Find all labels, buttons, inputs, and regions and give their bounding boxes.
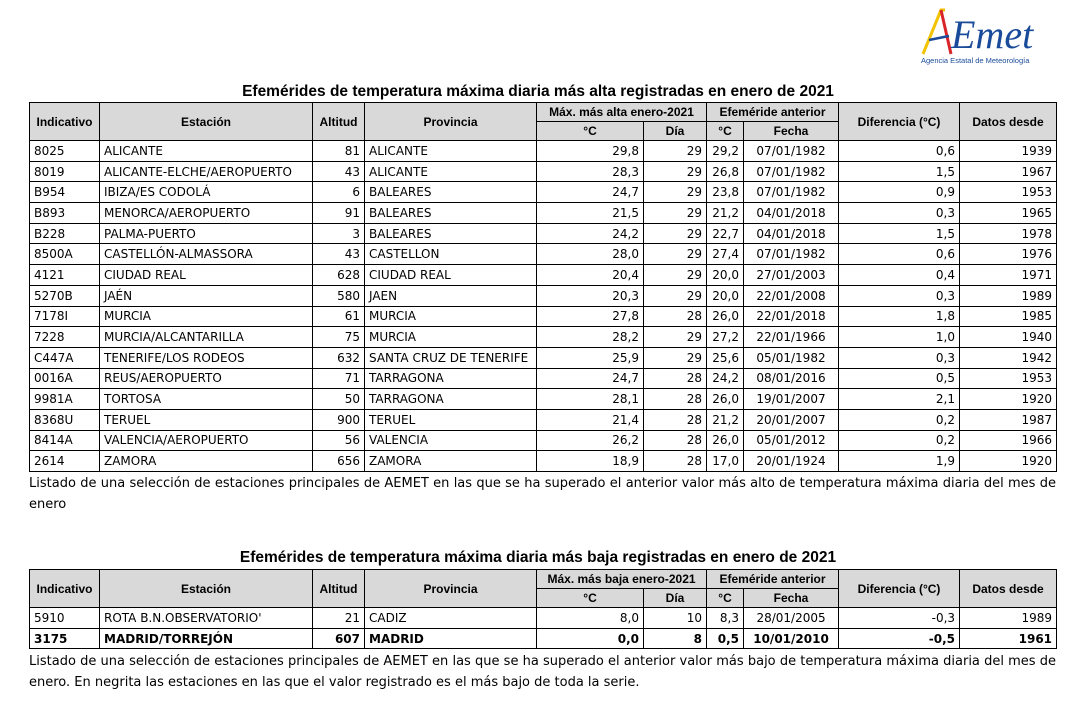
cell-indicativo: 8025 [30,141,100,162]
cell-fecha: 19/01/2007 [744,389,839,410]
cell-estacion: MADRID/TORREJÓN [100,628,313,649]
cell-dia: 29 [644,327,707,348]
cell-diferencia: 1,0 [839,327,960,348]
col-group-efemeride: Efeméride anterior [707,570,839,589]
table-row [30,389,1057,410]
cell-altitud: 900 [313,409,365,430]
cell-diferencia: 0,2 [839,430,960,451]
col-grados: °C [537,589,644,608]
cell-fecha: 27/01/2003 [744,265,839,286]
cell-fecha: 20/01/2007 [744,409,839,430]
cell-temp: 29,8 [537,141,644,162]
col-dia: Día [644,122,707,141]
cell-indicativo: C447A [30,347,100,368]
cell-indicativo: B954 [30,182,100,203]
cell-altitud: 50 [313,389,365,410]
table-row [30,161,1057,182]
cell-temp-anterior: 17,0 [707,451,744,472]
cell-diferencia: 0,6 [839,141,960,162]
cell-altitud: 56 [313,430,365,451]
table-low [29,569,1057,649]
cell-temp: 25,9 [537,347,644,368]
cell-provincia: CADIZ [365,608,537,629]
col-datos-desde: Datos desde [960,570,1057,608]
cell-indicativo: 2614 [30,451,100,472]
cell-estacion: MURCIA/ALCANTARILLA [100,327,313,348]
cell-indicativo: 3175 [30,628,100,649]
cell-provincia: MADRID [365,628,537,649]
cell-altitud: 91 [313,203,365,224]
cell-temp-anterior: 8,3 [707,608,744,629]
cell-temp: 21,5 [537,203,644,224]
table-row [30,265,1057,286]
cell-temp-anterior: 26,0 [707,430,744,451]
cell-dia: 29 [644,223,707,244]
cell-diferencia: 0,6 [839,244,960,265]
table-row [30,368,1057,389]
col-estacion: Estación [100,570,313,608]
cell-provincia: TARRAGONA [365,389,537,410]
cell-indicativo: 7178I [30,306,100,327]
table-row [30,285,1057,306]
cell-indicativo: 5270B [30,285,100,306]
cell-altitud: 607 [313,628,365,649]
table-low-body [30,608,1057,649]
cell-datos-desde: 1978 [960,223,1057,244]
cell-diferencia: 0,5 [839,368,960,389]
cell-indicativo: B228 [30,223,100,244]
cell-diferencia: -0,5 [839,628,960,649]
cell-dia: 10 [644,608,707,629]
cell-datos-desde: 1965 [960,203,1057,224]
cell-dia: 29 [644,161,707,182]
cell-estacion: CIUDAD REAL [100,265,313,286]
cell-estacion: MENORCA/AEROPUERTO [100,203,313,224]
table-row [30,409,1057,430]
col-fecha: Fecha [744,122,839,141]
cell-provincia: BALEARES [365,203,537,224]
cell-datos-desde: 1940 [960,327,1057,348]
cell-temp: 24,7 [537,182,644,203]
cell-datos-desde: 1942 [960,347,1057,368]
cell-diferencia: 1,5 [839,223,960,244]
table-row [30,141,1057,162]
col-dia: Día [644,589,707,608]
cell-temp-anterior: 29,2 [707,141,744,162]
cell-datos-desde: 1961 [960,628,1057,649]
cell-dia: 28 [644,409,707,430]
table-low-note: Listado de una selección de estaciones principales de AEMET en las que se ha superado el anterior valor más bajo de temperatura máxima diaria del mes de enero. En negrita las estaciones en las que el valor registrado es el más bajo de toda la serie. [29,654,1056,690]
cell-temp: 28,2 [537,327,644,348]
cell-diferencia: -0,3 [839,608,960,629]
cell-datos-desde: 1967 [960,161,1057,182]
cell-fecha: 05/01/2012 [744,430,839,451]
cell-dia: 28 [644,306,707,327]
cell-indicativo: 7228 [30,327,100,348]
table-high-note: Listado de una selección de estaciones principales de AEMET en las que se ha superado el anterior valor más alto de temperatura máxima diaria del mes de enero [29,476,1056,512]
cell-dia: 28 [644,389,707,410]
cell-fecha: 10/01/2010 [744,628,839,649]
cell-altitud: 61 [313,306,365,327]
col-grados: °C [537,122,644,141]
cell-datos-desde: 1953 [960,368,1057,389]
table-row [30,244,1057,265]
cell-temp: 28,1 [537,389,644,410]
cell-indicativo: B893 [30,203,100,224]
cell-diferencia: 1,8 [839,306,960,327]
cell-temp: 27,8 [537,306,644,327]
table-row [30,347,1057,368]
cell-fecha: 28/01/2005 [744,608,839,629]
col-grados-anterior: °C [707,589,744,608]
cell-fecha: 04/01/2018 [744,223,839,244]
cell-temp: 8,0 [537,608,644,629]
cell-temp: 20,3 [537,285,644,306]
cell-temp: 26,2 [537,430,644,451]
col-altitud: Altitud [313,570,365,608]
cell-dia: 28 [644,368,707,389]
cell-indicativo: 9981A [30,389,100,410]
cell-estacion: ALICANTE [100,141,313,162]
cell-temp-anterior: 26,0 [707,306,744,327]
cell-provincia: SANTA CRUZ DE TENERIFE [365,347,537,368]
cell-temp-anterior: 27,2 [707,327,744,348]
cell-dia: 29 [644,244,707,265]
cell-temp-anterior: 25,6 [707,347,744,368]
cell-temp: 21,4 [537,409,644,430]
cell-indicativo: 8019 [30,161,100,182]
cell-fecha: 04/01/2018 [744,203,839,224]
col-provincia: Provincia [365,570,537,608]
cell-estacion: VALENCIA/AEROPUERTO [100,430,313,451]
col-diferencia: Diferencia (°C) [839,103,960,141]
cell-fecha: 22/01/1966 [744,327,839,348]
cell-estacion: CASTELLÓN-ALMASSORA [100,244,313,265]
cell-fecha: 08/01/2016 [744,368,839,389]
cell-estacion: REUS/AEROPUERTO [100,368,313,389]
col-provincia: Provincia [365,103,537,141]
table-high-title: Efemérides de temperatura máxima diaria más alta registradas en enero de 2021 [242,83,834,100]
svg-text:Emet: Emet [951,12,1034,57]
cell-temp-anterior: 27,4 [707,244,744,265]
cell-fecha: 07/01/1982 [744,141,839,162]
cell-datos-desde: 1989 [960,608,1057,629]
table-high [29,102,1057,472]
col-diferencia: Diferencia (°C) [839,570,960,608]
col-grados-anterior: °C [707,122,744,141]
cell-temp: 28,3 [537,161,644,182]
cell-estacion: TENERIFE/LOS RODEOS [100,347,313,368]
col-estacion: Estación [100,103,313,141]
cell-datos-desde: 1920 [960,451,1057,472]
cell-provincia: MURCIA [365,327,537,348]
cell-estacion: IBIZA/ES CODOLÁ [100,182,313,203]
cell-datos-desde: 1920 [960,389,1057,410]
cell-temp: 28,0 [537,244,644,265]
cell-altitud: 21 [313,608,365,629]
cell-temp-anterior: 23,8 [707,182,744,203]
cell-fecha: 05/01/1982 [744,347,839,368]
cell-temp-anterior: 20,0 [707,265,744,286]
col-group-efemeride: Efeméride anterior [707,103,839,122]
cell-datos-desde: 1939 [960,141,1057,162]
cell-fecha: 07/01/1982 [744,182,839,203]
cell-diferencia: 0,4 [839,265,960,286]
cell-dia: 29 [644,141,707,162]
table-row [30,223,1057,244]
cell-diferencia: 1,5 [839,161,960,182]
cell-datos-desde: 1966 [960,430,1057,451]
cell-diferencia: 0,9 [839,182,960,203]
cell-estacion: TORTOSA [100,389,313,410]
cell-provincia: ZAMORA [365,451,537,472]
cell-diferencia: 1,9 [839,451,960,472]
logo-subtitle: Agencia Estatal de Meteorología [921,56,1030,65]
cell-altitud: 628 [313,265,365,286]
cell-provincia: ALICANTE [365,141,537,162]
cell-altitud: 580 [313,285,365,306]
col-altitud: Altitud [313,103,365,141]
cell-altitud: 656 [313,451,365,472]
cell-temp: 18,9 [537,451,644,472]
cell-temp-anterior: 24,2 [707,368,744,389]
cell-diferencia: 0,3 [839,285,960,306]
cell-dia: 8 [644,628,707,649]
cell-temp-anterior: 26,8 [707,161,744,182]
col-fecha: Fecha [744,589,839,608]
cell-estacion: PALMA-PUERTO [100,223,313,244]
cell-temp-anterior: 20,0 [707,285,744,306]
cell-datos-desde: 1985 [960,306,1057,327]
cell-indicativo: 0016A [30,368,100,389]
cell-dia: 29 [644,203,707,224]
cell-temp: 24,7 [537,368,644,389]
table-low-title: Efemérides de temperatura máxima diaria más baja registradas en enero de 2021 [239,549,837,566]
cell-provincia: CASTELLON [365,244,537,265]
cell-temp-anterior: 0,5 [707,628,744,649]
cell-provincia: CIUDAD REAL [365,265,537,286]
cell-altitud: 81 [313,141,365,162]
cell-estacion: ROTA B.N.OBSERVATORIO' [100,608,313,629]
cell-temp-anterior: 26,0 [707,389,744,410]
cell-fecha: 07/01/1982 [744,161,839,182]
table-row [30,451,1057,472]
cell-fecha: 20/01/1924 [744,451,839,472]
cell-estacion: ALICANTE-ELCHE/AEROPUERTO [100,161,313,182]
cell-datos-desde: 1976 [960,244,1057,265]
cell-diferencia: 2,1 [839,389,960,410]
cell-estacion: ZAMORA [100,451,313,472]
cell-altitud: 632 [313,347,365,368]
cell-temp-anterior: 22,7 [707,223,744,244]
cell-altitud: 71 [313,368,365,389]
cell-fecha: 22/01/2008 [744,285,839,306]
cell-datos-desde: 1971 [960,265,1057,286]
cell-altitud: 43 [313,244,365,265]
cell-altitud: 6 [313,182,365,203]
cell-dia: 29 [644,347,707,368]
table-row [30,608,1057,629]
cell-altitud: 43 [313,161,365,182]
cell-estacion: TERUEL [100,409,313,430]
cell-dia: 29 [644,285,707,306]
cell-temp-anterior: 21,2 [707,409,744,430]
cell-fecha: 07/01/1982 [744,244,839,265]
cell-datos-desde: 1953 [960,182,1057,203]
table-row [30,430,1057,451]
cell-diferencia: 0,2 [839,409,960,430]
cell-indicativo: 5910 [30,608,100,629]
table-row [30,628,1057,649]
cell-estacion: MURCIA [100,306,313,327]
cell-provincia: BALEARES [365,182,537,203]
cell-provincia: TARRAGONA [365,368,537,389]
col-group-min: Máx. más baja enero-2021 [537,570,707,589]
table-high-body [30,141,1057,472]
cell-indicativo: 4121 [30,265,100,286]
cell-provincia: ALICANTE [365,161,537,182]
cell-dia: 28 [644,451,707,472]
cell-altitud: 75 [313,327,365,348]
cell-diferencia: 0,3 [839,203,960,224]
table-row [30,327,1057,348]
cell-diferencia: 0,3 [839,347,960,368]
cell-temp: 0,0 [537,628,644,649]
cell-provincia: JAEN [365,285,537,306]
col-group-max: Máx. más alta enero-2021 [537,103,707,122]
cell-dia: 29 [644,182,707,203]
cell-datos-desde: 1987 [960,409,1057,430]
cell-indicativo: 8500A [30,244,100,265]
cell-temp-anterior: 21,2 [707,203,744,224]
cell-dia: 29 [644,265,707,286]
cell-provincia: VALENCIA [365,430,537,451]
cell-estacion: JAÉN [100,285,313,306]
col-datos-desde: Datos desde [960,103,1057,141]
cell-indicativo: 8368U [30,409,100,430]
col-indicativo: Indicativo [30,103,100,141]
cell-provincia: TERUEL [365,409,537,430]
cell-temp: 20,4 [537,265,644,286]
cell-temp: 24,2 [537,223,644,244]
cell-altitud: 3 [313,223,365,244]
cell-indicativo: 8414A [30,430,100,451]
cell-fecha: 22/01/2018 [744,306,839,327]
cell-provincia: MURCIA [365,306,537,327]
table-row [30,203,1057,224]
cell-dia: 28 [644,430,707,451]
table-row [30,306,1057,327]
table-row [30,182,1057,203]
col-indicativo: Indicativo [30,570,100,608]
cell-datos-desde: 1989 [960,285,1057,306]
cell-provincia: BALEARES [365,223,537,244]
